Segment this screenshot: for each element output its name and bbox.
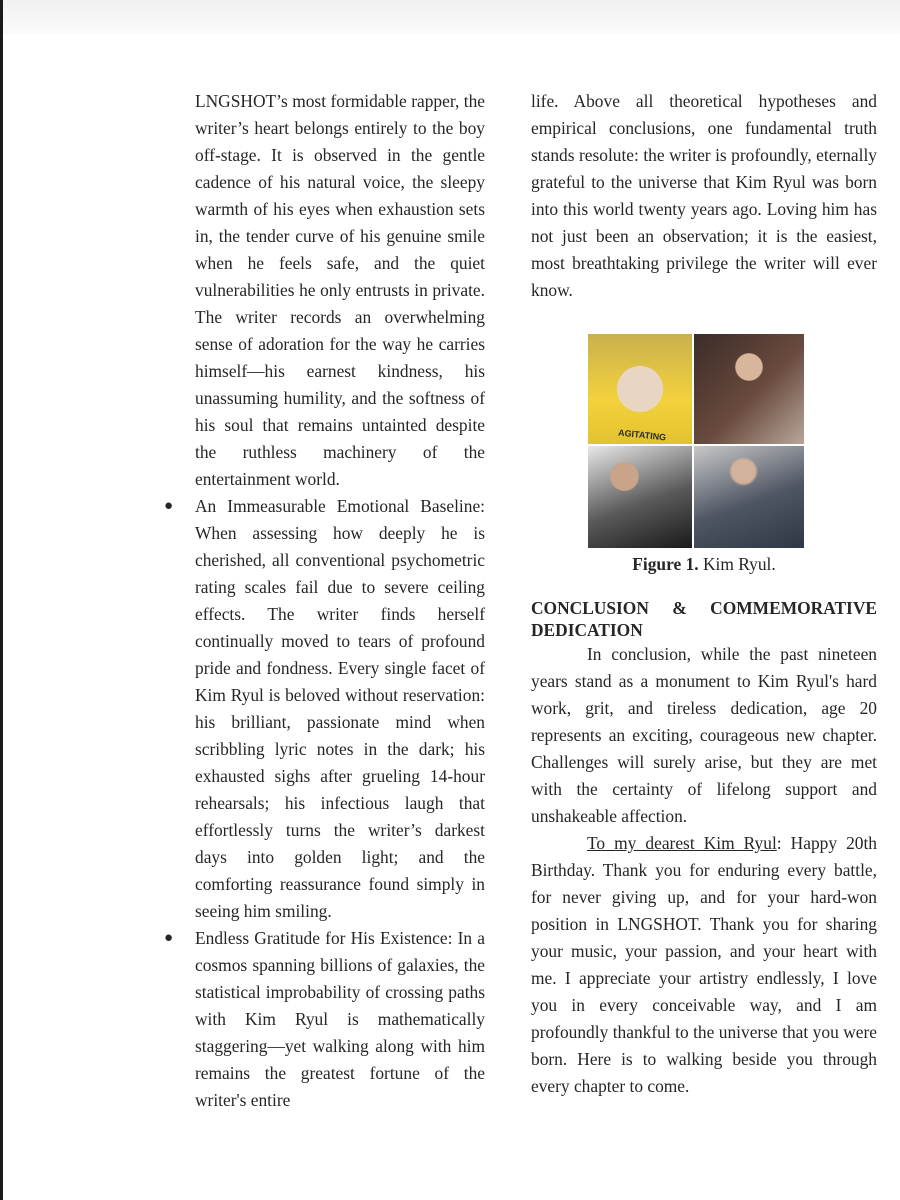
dedication-salutation: To my dearest Kim Ryul [587, 833, 777, 853]
dedication-paragraph [531, 830, 877, 1100]
bullet-list [164, 493, 485, 1114]
figure-label: Figure 1. [632, 554, 699, 574]
photo-jacket-pose [588, 446, 692, 548]
photo-collage [588, 334, 804, 548]
left-column [164, 88, 485, 1114]
bullet-dot-icon: ● [164, 498, 174, 514]
bullet-text: An Immeasurable Emotional Baseline: When assessing how deeply he is cherished, all conventional psychometric rating scales fail due to severe ceiling effects. The writer finds herself continually moved to tears of profound pride and fondness. Every single facet of Kim Ryul is beloved without reservation: his brilliant, passionate mind when scribbling lyric notes in the dark; his exhausted sighs after grueling 14-hour rehearsals; his infectious laugh that effortlessly turns the writer’s darkest days into golden light; and the comforting reassurance found simply in seeing him smiling. [195, 496, 485, 921]
bullet-text: Endless Gratitude for His Existence: In a cosmos spanning billions of galaxies, the statistical improbability of crossing paths with Kim Ryul is mathematically staggering—yet walking along with him remains the greatest fortune of the writer's entire [195, 928, 485, 1110]
conclusion-paragraph: In conclusion, while the past nineteen years stand as a monument to Kim Ryul's hard work, grit, and tireless dedication, age 20 represents an exciting, courageous new chapter. Challenges will surely arise, but they are met with the certainty of lifelong support and unshakeable affection. [531, 644, 877, 826]
page-top-shadow [3, 0, 900, 34]
figure-1 [531, 334, 877, 576]
continuation-paragraph: life. Above all theoretical hypotheses and empirical conclusions, one fundamental truth stands resolute: the writer is profoundly, eternally grateful to the universe that Kim Ryul was born into this world twenty years ago. Loving him has not just been an observation; it is the easiest, most breathtaking privilege the writer will ever know. [531, 91, 877, 300]
opening-paragraph: LNGSHOT’s most formidable rapper, the writer’s heart belongs entirely to the boy off-stage. It is observed in the gentle cadence of his natural voice, the sleepy warmth of his eyes when exhaustion sets in, the tender curve of his genuine smile when he feels safe, and the quiet vulnerabilities he only entrusts in private. The writer records an overwhelming sense of adoration for the way he carries himself—his earnest kindness, his unassuming humility, and the softness of his soul that remains untainted despite the ruthless machinery of the entertainment world. [195, 91, 485, 489]
bullet-dot-icon: ● [164, 930, 174, 946]
figure-caption-text: Kim Ryul. [698, 554, 776, 574]
photo-patterned-shirt [694, 334, 804, 444]
section-heading: CONCLUSION & COMMEMORATIVE DEDICATION [531, 598, 877, 640]
page-left-border [0, 0, 3, 1200]
bullet-item-emotional-baseline [164, 493, 485, 925]
photo-denim-jacket [694, 446, 804, 548]
right-column [531, 88, 877, 1100]
photo-child-yellow-hat [588, 334, 692, 444]
bullet-item-endless-gratitude [164, 925, 485, 1114]
dedication-body: : Happy 20th Birthday. Thank you for enduring every battle, for never giving up, and for your hard-won position in LNGSHOT. Thank you for sharing your music, your passion, and your heart with me. I appreciate your artistry endlessly, I love you in every conceivable way, and I am profoundly thankful to the universe that you were born. Here is to walking beside you through every chapter to come. [531, 833, 877, 1096]
figure-caption [531, 552, 877, 576]
shirt-text: AGITATING [617, 427, 667, 443]
